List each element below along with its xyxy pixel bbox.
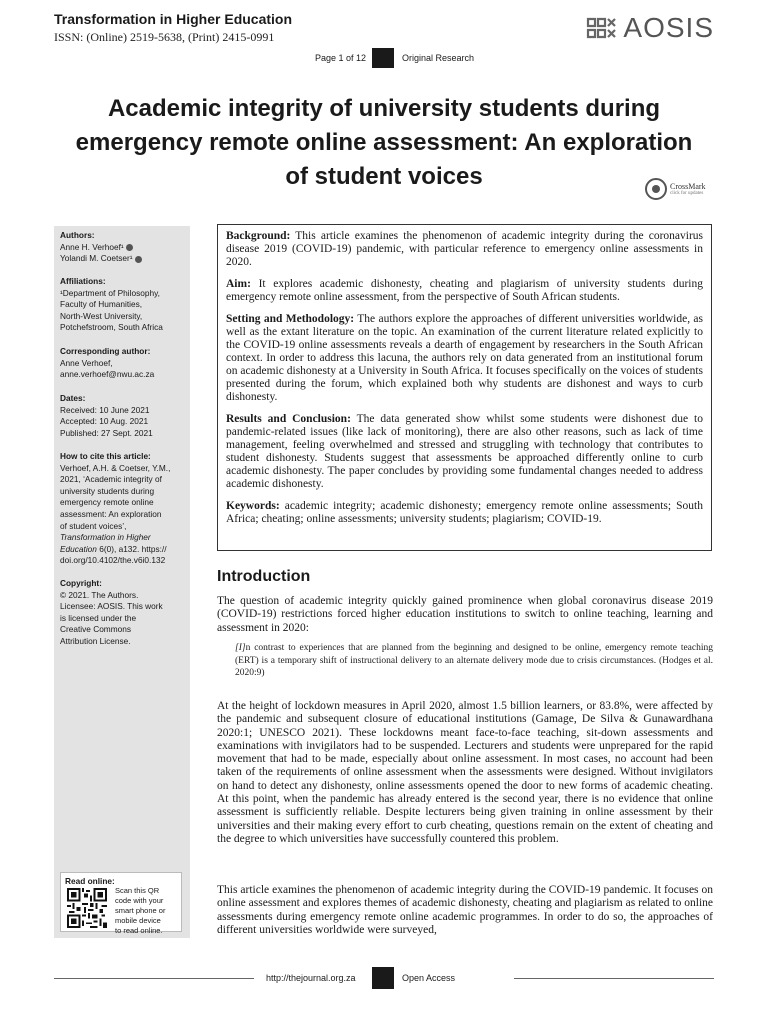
dates-label: Dates: xyxy=(60,393,86,403)
page-number: Page 1 of 12 xyxy=(314,53,366,63)
read-online-box xyxy=(60,872,182,935)
publisher-logo xyxy=(585,12,714,44)
cite-block xyxy=(60,451,186,567)
body-paragraph: This article examines the phenomenon of academic integrity during the COVID-19 pandemic. It focuses on online assessment and explores themes of academic dishonesty, cheating and plagiarism as related to online assessments during emergency remote online academic programmes. In order to do so, the approaches of different universities worldwide were surveyed, xyxy=(217,884,713,936)
affiliation-line: North-West University, xyxy=(60,310,143,321)
abstract-background xyxy=(226,230,703,269)
copyright-line: © 2021. The Authors. xyxy=(60,589,139,600)
abstract-text: It explores academic dishonesty, cheating and plagiarism of university students during emergency remote online assessment, from the perspective of South African students. xyxy=(226,278,703,303)
license-link[interactable]: Attribution License. xyxy=(60,635,131,646)
qr-note-line: mobile device xyxy=(115,916,161,925)
qr-note-line: smart phone or xyxy=(115,906,166,915)
body-paragraph: The question of academic integrity quickly gained prominence when global coronavirus disease 2019 (COVID-19) restrictions forced higher education institutions to switch to online teaching, learning and assessment in 2020: xyxy=(217,595,713,634)
title-line: of student voices xyxy=(285,163,483,190)
footer-bar xyxy=(54,967,714,989)
cite-line: 2021, ‘Academic integrity of xyxy=(60,474,162,485)
abstract-label: Setting and Methodology: xyxy=(226,313,355,325)
crossmark-label: CrossMark xyxy=(670,182,706,191)
affiliation-line: Potchefstroom, South Africa xyxy=(60,322,163,333)
abstract-text: This article examines the phenomenon of academic integrity during the coronavirus disease 2019 (COVID-19) pandemic, with particular reference to emergency online assessments in 2020. xyxy=(226,230,704,268)
cite-journal: Education xyxy=(60,543,97,554)
orcid-icon[interactable] xyxy=(126,244,133,251)
abstract-text: The data generated show whilst some students were dishonest due to pandemic-related issues (like lack of monitoring), there are also other reasons, such as lack of time management, feeling overwhelmed and stressed and struggling with technology that contributes to student dishonesty. Students suggest that assessments be approached differently online to curb academic dishonesty. The paper concludes by providing some fundamental changes needed to address academic dishonesty. xyxy=(226,413,703,490)
abstract-methods xyxy=(226,313,703,404)
cite-label: How to cite this article: xyxy=(60,451,151,461)
publisher-name: AOSIS xyxy=(623,12,714,43)
crossmark-badge[interactable] xyxy=(645,178,706,200)
quote-bracket: [I] xyxy=(235,643,246,653)
quote-text: n contrast to experiences that are planned from the beginning and designed to be online, emergency remote teaching (ERT) is a temporary shift of instructional delivery to an alternate delivery mode due to crisis circumstances. (Hodges et al. 2020:9) xyxy=(235,643,713,678)
cite-line: emergency remote online xyxy=(60,497,154,508)
article-type: Original Research xyxy=(402,53,475,63)
copyright-line: is licensed under the xyxy=(60,612,137,623)
aosis-logo-icon xyxy=(585,15,619,41)
license-link[interactable]: Creative Commons xyxy=(60,624,132,635)
abstract-label: Results and Conclusion: xyxy=(226,413,351,425)
qr-note xyxy=(115,886,165,936)
cite-line: Verhoef, A.H. & Coetser, Y.M., xyxy=(60,462,171,473)
footer-url[interactable]: http://thejournal.org.za xyxy=(266,973,356,983)
abstract-keywords xyxy=(226,500,703,526)
cite-line: assessment: An exploration xyxy=(60,508,162,519)
article-title xyxy=(40,92,728,194)
date-received: Received: 10 June 2021 xyxy=(60,404,150,415)
corresponding-block xyxy=(60,346,186,381)
qr-note-line: code with your xyxy=(115,896,164,905)
cite-volume: 6(0), a132. https:// xyxy=(96,543,167,554)
corresponding-email[interactable]: anne.verhoef@nwu.ac.za xyxy=(60,369,155,380)
read-online-label: Read online: xyxy=(65,876,115,886)
footer-rule xyxy=(54,978,254,979)
section-heading: Introduction xyxy=(217,568,311,585)
author-name[interactable]: Yolandi M. Coetser¹ xyxy=(60,253,133,264)
qr-note-line: Scan this QR xyxy=(115,886,160,895)
abstract-text: academic integrity; academic dishonesty; emergency remote online assessments; South Africa; cheating; online assessments; university students; plagiarism; COVID-19. xyxy=(226,500,703,525)
affiliation-line: Faculty of Humanities, xyxy=(60,299,143,310)
cite-line: of student voices’, xyxy=(60,520,127,531)
crossmark-sub: click for updates xyxy=(670,191,704,196)
crossmark-icon xyxy=(645,178,667,200)
abstract-aim xyxy=(226,278,703,304)
title-line: Academic integrity of university students during xyxy=(107,95,661,122)
abstract-label: Background: xyxy=(226,230,291,242)
title-line: emergency remote online assessment: An exploration xyxy=(75,129,693,156)
affiliations-block xyxy=(60,276,186,334)
block-quote xyxy=(235,642,713,680)
page-bar xyxy=(0,48,768,68)
authors-label: Authors: xyxy=(60,230,95,240)
affiliation-line: ¹Department of Philosophy, xyxy=(60,287,160,298)
body-paragraph: At the height of lockdown measures in April 2020, almost 1.5 billion learners, or 83.8%, were affected by the pandemic and subsequent closure of educational institutions (Gamage, De Silva & Gunawardhana 2020:1; UNESCO 2021). These lockdowns meant face-to-face teaching, sit-down assessments and examinations with invigilators had to be suspended. Lecturers and students were unprepared for the rapid movement that had to be made, especially about online assessment. In most cases, no account had been taken of the requirements of online assessment when the assessments were designed. Without invigilators on hand to detect any dishonesty, online assessments opened the door to new forms of academic cheating. At this point, when the pandemic has already entered is the second year, there is no evidence that online assessment is sufficiently reliable. Despite lecturers being given training in online assessment by their universities and their making every effort to curb cheating, questions remain on the extent of cheating and the degree to which universities have successfully countered this problem. xyxy=(217,700,713,845)
copyright-line: Licensee: AOSIS. This work xyxy=(60,601,163,612)
qr-code-icon[interactable] xyxy=(67,888,107,928)
copyright-label: Copyright: xyxy=(60,578,102,588)
sidebar xyxy=(54,226,190,938)
authors-block xyxy=(60,230,186,265)
copyright-block xyxy=(60,578,186,648)
corresponding-label: Corresponding author: xyxy=(60,346,151,356)
journal-name: Transformation in Higher Education xyxy=(54,11,293,27)
abstract-text: The authors explore the approaches of different universities worldwide, as well as the extant literature on the topic. An examination of the current literature related explicitly to the COVID-19 online assessments reveals a dearth of engagement by researchers in the South African context. In order to address this lacuna, the authors rely on data generated from an institutional forum on academic dishonesty at a University in South Africa. It focuses specifically on the voices of students presented during the forum, which explained both why students are dishonest and ways to curb dishonesty. xyxy=(226,313,703,403)
abstract-label: Aim: xyxy=(226,278,251,290)
qr-note-line: to read online. xyxy=(115,926,163,935)
footer-rule xyxy=(514,978,714,979)
abstract-results xyxy=(226,413,703,491)
cite-journal: Transformation in Higher xyxy=(60,532,151,543)
affiliations-label: Affiliations: xyxy=(60,276,106,286)
issn: ISSN: (Online) 2519-5638, (Print) 2415-0991 xyxy=(54,30,275,44)
abstract-label: Keywords: xyxy=(226,500,280,512)
author-name[interactable]: Anne H. Verhoef¹ xyxy=(60,241,124,252)
page-bar-block xyxy=(372,48,394,68)
date-published: Published: 27 Sept. 2021 xyxy=(60,427,153,438)
footer-block xyxy=(372,967,394,989)
abstract-box xyxy=(217,224,712,551)
orcid-icon[interactable] xyxy=(135,256,142,263)
open-access-label: Open Access xyxy=(402,973,456,983)
corresponding-name: Anne Verhoef, xyxy=(60,357,113,368)
date-accepted: Accepted: 10 Aug. 2021 xyxy=(60,416,149,427)
dates-block xyxy=(60,393,186,439)
cite-doi-link[interactable]: doi.org/10.4102/the.v6i0.132 xyxy=(60,555,166,566)
cite-line: university students during xyxy=(60,485,155,496)
